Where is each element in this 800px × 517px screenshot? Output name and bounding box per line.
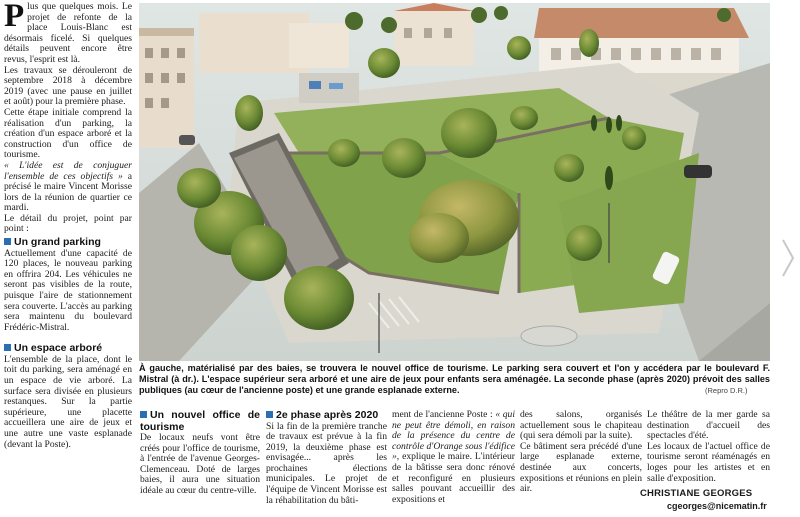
section-heading: Un nouvel office de tourisme — [140, 409, 260, 433]
paragraph: Actuellement d'une capacité de 120 places, le nouveau parking en offrira 204. Les véhicules ne seront pas visibles de la route, puisque l'aire de stationnement sera couverte. L'accès au parking sera maintenu du boulevard Frédéric-Mistral. — [4, 247, 132, 333]
section-heading: Un espace arboré — [4, 343, 132, 355]
article-column-4 — [392, 410, 515, 505]
paragraph: Les travaux se dérouleront de septembre 2018 à décembre 2019 (avec une pause en juillet et août) pour la première phase. — [4, 64, 132, 108]
article-column-2 — [140, 410, 260, 497]
paragraph: Si la fin de la première tranche de travaux est prévue à la fin 2019, la deuxième phase est envisagée... après les prochaines élections municipales. Le projet de l'équipe de Vincent Morisse est la réhabilitation du bâti- — [266, 420, 387, 506]
article-column-1 — [4, 2, 132, 450]
photo-credit: (Repro D.R.) — [705, 386, 748, 395]
rendering-illustration — [139, 3, 770, 361]
author-email: cgeorges@nicematin.fr — [667, 501, 767, 511]
paragraph: Le théâtre de la mer garde sa destination d'accueil des spectacles d'été. — [647, 409, 770, 442]
paragraph: Les locaux de l'actuel office de tourisme seront réaménagés en loges pour les artistes et en salle d'exposition. — [647, 440, 770, 484]
intro-paragraph: Plus que quelques mois. Le projet de refonte de la place Louis-Blanc est désormais ficelé. Si quelques détails peuvent encore être revus, l'esprit est là. — [4, 0, 132, 65]
section-heading: Un grand parking — [4, 237, 132, 249]
project-rendering-image — [139, 3, 770, 361]
photo-caption: À gauche, matérialisé par des baies, se trouvera le nouvel office de tourisme. Le parking sera couvert et l'on y accédera par le boulevard F. Mistral (à dr.). L'espace supérieur sera arboré et une aire de jeux pour enfants sera aménagée. La seconde phase (après 2020) prévoit des salles publiques (au cœur de l'ancienne poste) et une grande esplanade externe. — [139, 363, 770, 395]
article-column-3 — [266, 410, 387, 506]
article-column-5 — [520, 410, 642, 495]
paragraph: L'ensemble de la place, dont le toit du parking, sera aménagé en un espace de vie arboré. La surface sera divisée en plusieurs restanques. Sur la partie supérieure, une placette accueillera une aire de jeux et une autre une vaste esplanade (devant la Poste). — [4, 353, 132, 450]
drop-cap: P — [4, 0, 25, 34]
bullet-square-icon — [266, 411, 273, 418]
paragraph: Cette étape initiale comprend la réalisation d'un parking, la création d'un espace arboré et la construction d'un office de tourisme. — [4, 106, 132, 161]
bullet-square-icon — [140, 411, 147, 418]
paragraph: Ce bâtiment sera précédé d'une large esplanade externe, destinée aux concerts, expositions et réunions en plein air. — [520, 440, 642, 495]
bullet-square-icon — [4, 238, 11, 245]
section-heading: 2e phase après 2020 — [266, 410, 387, 422]
chevron-right-icon[interactable] — [781, 238, 795, 278]
paragraph: Le détail du projet, point par point : — [4, 212, 132, 235]
author-byline: CHRISTIANE GEORGES — [640, 488, 753, 499]
paragraph: ment de l'ancienne Poste : « qui ne peut être démoli, en raison de la présence du centre de contrôle d'Orange sous l'édifice », explique le maire. L'intérieur de la bâtisse sera donc rénové et reconfiguré en plusieurs salles pouvant accueillir des expositions et — [392, 409, 515, 505]
article-column-6 — [647, 410, 770, 484]
bullet-square-icon — [4, 344, 11, 351]
quote-paragraph: « L'idée est de conjuguer l'ensemble de ces objectifs » a précisé le maire Vincent Morisse lors de la réunion de quartier ce mardi. — [4, 159, 132, 214]
paragraph: des salons, organisés actuellement sous le chapiteau (qui sera démoli par la suite). — [520, 409, 642, 442]
paragraph: De locaux neufs vont être créés pour l'office de tourisme, à l'entrée de l'avenue Georges-Clemenceau. Doté de larges baies, il aura une situation idéale au cœur du centre-ville. — [140, 432, 260, 496]
